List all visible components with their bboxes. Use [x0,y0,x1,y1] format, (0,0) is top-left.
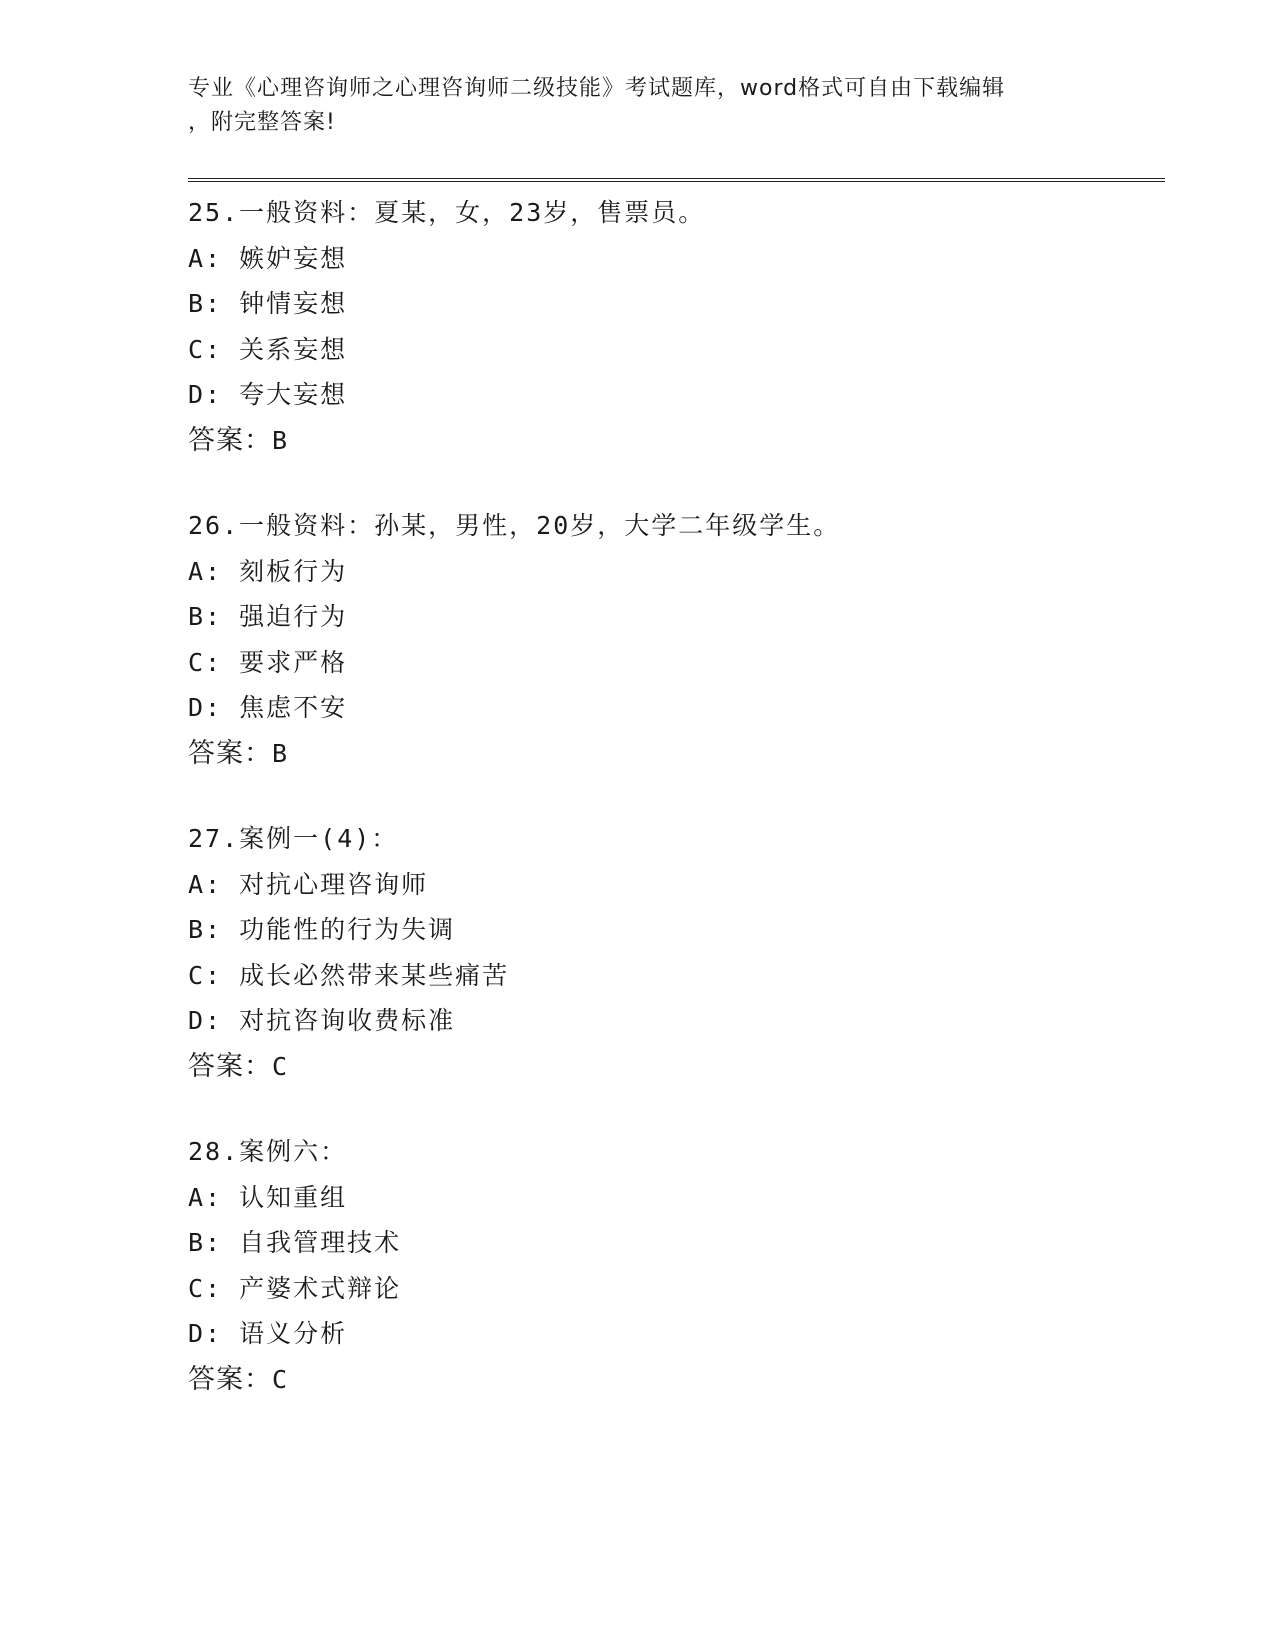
option-a: A: 嫉妒妄想 [188,243,348,273]
question-26 [188,503,1148,776]
option-b: B: 功能性的行为失调 [188,915,456,944]
option-b: B: 强迫行为 [188,602,348,631]
option-c: C: 成长必然带来某些痛苦 [188,960,510,990]
option-a: A: 认知重组 [188,1182,348,1212]
option-b: B: 钟情妄想 [188,289,348,318]
answer-label: 答案： [188,424,272,456]
question-27 [188,816,1148,1089]
question-stem: 25.一般资料：夏某，女，23岁，售票员。 [188,198,706,227]
answer-key: C [272,1364,289,1394]
option-c: C: 产婆术式辩论 [188,1273,402,1303]
header-line-2: ，附完整答案! [188,110,336,135]
option-c: C: 要求严格 [188,647,348,677]
option-d: D: 对抗咨询收费标准 [188,1006,456,1035]
option-a: A: 对抗心理咨询师 [188,869,429,899]
answer-label: 答案： [188,737,272,769]
answer-key: C [272,1051,289,1081]
question-25 [188,190,1148,463]
answer-line [188,731,1148,777]
option-d: D: 夸大妄想 [188,380,348,409]
option-a: A: 刻板行为 [188,556,348,586]
answer-key: B [272,738,289,768]
header-divider [188,178,1165,182]
question-stem: 28.案例六： [188,1137,348,1166]
question-stem: 26.一般资料：孙某，男性，20岁，大学二年级学生。 [188,511,841,540]
question-stem: 27.案例一(4)： [188,824,399,853]
header-line-1: 专业《心理咨询师之心理咨询师二级技能》考试题库，word格式可自由下载编辑 [188,76,1006,101]
answer-line [188,1357,1148,1403]
question-28 [188,1129,1148,1402]
answer-label: 答案： [188,1050,272,1082]
answer-label: 答案： [188,1363,272,1395]
answer-line [188,418,1148,464]
question-list [188,190,1148,1442]
answer-line [188,1044,1148,1090]
answer-key: B [272,425,289,455]
option-b: B: 自我管理技术 [188,1228,402,1257]
option-d: D: 语义分析 [188,1319,348,1348]
document-header [188,72,1088,140]
option-d: D: 焦虑不安 [188,693,348,722]
option-c: C: 关系妄想 [188,334,348,364]
